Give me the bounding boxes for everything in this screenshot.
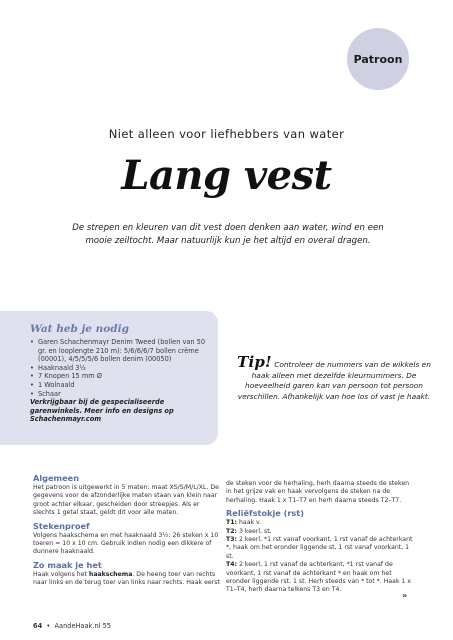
list-item: • Haaknaald 3½ (30, 364, 208, 373)
row-text: 2 keerl, 1 rst vanaf de achterkant, *1 rst vanaf de voorkant, 1 rst vanaf de achterkant * en haak om het eronder liggende rst, 1 st. Herh steeds van * tot *. Haak 1 x T1–T4, herh daarna telkens T3 en T4. (226, 561, 412, 594)
footer-separator: • (46, 622, 51, 630)
row-text: 2 keerl, *1 rst vanaf voorkant, 1 rst vanaf de achterkant *, haak om het eronder liggende st, 1 rst vanaf voorkant, 1 st. (226, 536, 413, 560)
page-number: 64 (33, 622, 43, 630)
list-item: • 1 Wolnaald (30, 381, 208, 390)
materials-list (30, 338, 208, 398)
article-title: Lang vest (121, 152, 332, 199)
tip-text: Controleer de nummers van de wikkels en haak alleen met dezelfde kleurnummers. De hoeveelheid garen kan van persoon tot persoon verschillen. Afhankelijk van hoe los of vast je haakt. (237, 360, 431, 401)
continuation-text: de steken voor de herhaling, herh daarna steeds de steken in het grijze vak en haak vervolgens de steken na de herhaling. Haak 1 x T1–T7 en herh daarna steeds T2–T7. (226, 480, 410, 504)
magazine-name: AandeHaak.nl 55 (54, 622, 111, 630)
article-subtitle: Niet alleen voor liefhebbers van water (108, 127, 345, 141)
article-intro: De strepen en kleuren van dit vest doen denken aan water, wind en een mooie zeiltocht. Maar natuurlijk kun je het altijd en overal dragen. (72, 223, 384, 246)
continue-arrow-icon: » (402, 591, 408, 600)
page-footer (33, 622, 111, 630)
row-label: T3: (226, 536, 238, 544)
tip-word: Tip! (237, 353, 272, 371)
row-instruction (226, 528, 414, 536)
howto-pre: Haak volgens het (33, 570, 89, 578)
list-item: • Schaar (30, 390, 208, 399)
materials-heading: Wat heb je nodig (30, 323, 129, 335)
howto-post: . De heeng toer van rechts naar links en de terug toer van links naar rechts. Haak eerst (33, 570, 220, 587)
row-instruction (226, 519, 414, 527)
row-label: T1: (226, 519, 238, 527)
howto-bold: haakschema (88, 570, 133, 578)
list-item: • Garen Schachenmayr Denim Tweed (bollen van 50 gr. en looplengte 210 m): 5/6/6/6/7 bollen crème (00001), 4/5/5/5/6 bollen denim (00050) (30, 338, 208, 364)
relief-heading: Reliëfstokje (rst) (226, 508, 304, 519)
row-instruction (226, 561, 414, 595)
right-column (226, 480, 414, 595)
patroon-badge (347, 28, 409, 90)
row-label: T4: (226, 561, 238, 569)
left-column (33, 470, 223, 588)
gauge-text: Volgens haakschema en met haaknaald 3½: 26 steken x 10 toeren = 10 x 10 cm. Gebruik indien nodig een dikkere of dunnere haaknaald. (33, 531, 219, 556)
gauge-heading: Stekenproef (33, 520, 90, 531)
general-heading: Algemeen (33, 473, 80, 483)
row-instruction (226, 536, 414, 561)
list-item: • 7 Knopen 15 mm Ø (30, 372, 208, 381)
materials-note: Verkrijgbaar bij de gespecialiseerde garenwinkels. Meer info en designs op Schachenmayr.com (30, 398, 174, 424)
row-text: haak v. (237, 519, 262, 527)
row-label: T2: (226, 527, 238, 535)
materials-panel (0, 311, 218, 445)
tip-box (236, 353, 432, 402)
general-text: Het patroon is uitgewerkt in 5 maten: maat XS/S/M/L/XL. De gegevens voor de afzonderlijke maten staan van klein naar groot achter elkaar, gescheiden door streepjes. Als er slechts 1 getal staat, geldt dit voor alle maten. (33, 484, 219, 517)
badge-label: Patroon (353, 52, 403, 66)
howto-heading: Zo maak je het (33, 559, 102, 570)
howto-text (33, 571, 223, 588)
row-text: 3 keerl, st. (237, 527, 272, 535)
